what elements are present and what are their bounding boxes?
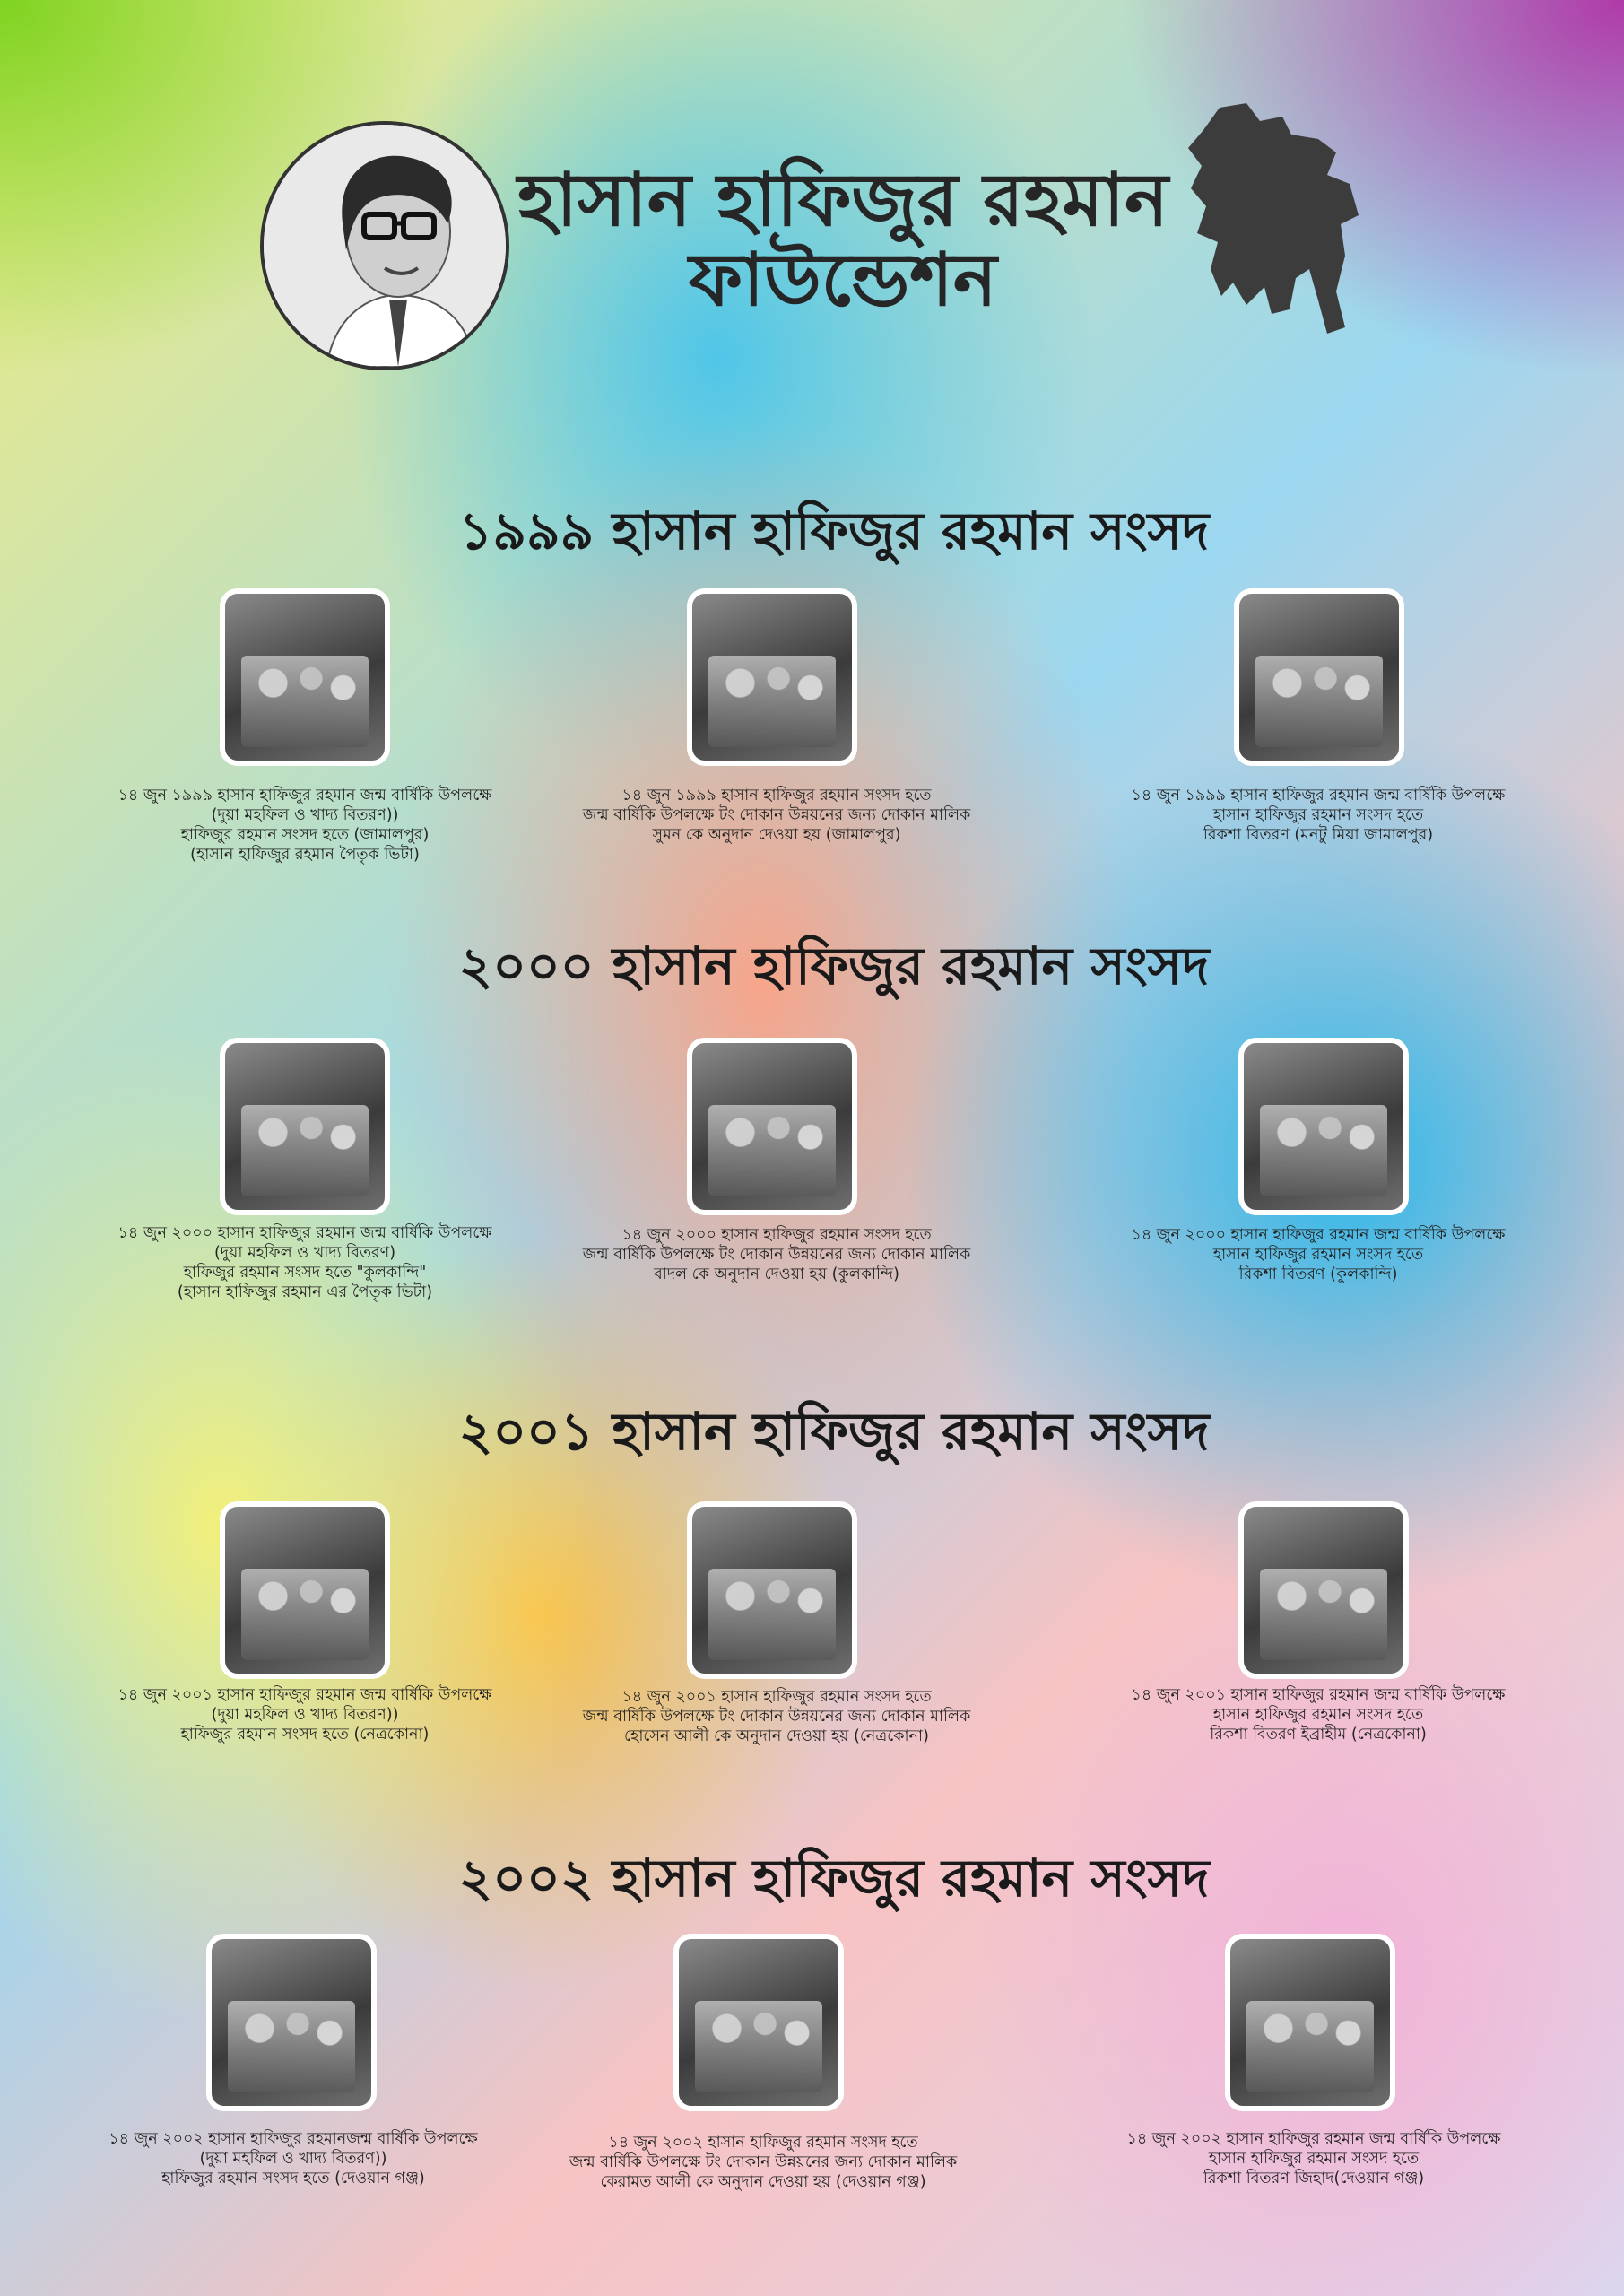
caption-2002-shop bbox=[530, 2133, 996, 2192]
caption-1999-prayer bbox=[72, 786, 538, 865]
caption-line: ১৪ জুন ২০০২ হাসান হাফিজুর রহমান সংসদ হতে bbox=[608, 2134, 918, 2152]
caption-line: হাসান হাফিজুর রহমান সংসদ হতে bbox=[1212, 1246, 1424, 1264]
caption-line: হাসান হাফিজুর রহমান সংসদ হতে bbox=[1212, 1706, 1424, 1724]
caption-line: জন্ম বার্ষিকি উপলক্ষে টং দোকান উন্নয়নের জন্য দোকান মালিক bbox=[582, 1708, 971, 1726]
caption-line: ১৪ জুন ২০০২ হাসান হাফিজুর রহমানজন্ম বার্ষিকি উপলক্ষে bbox=[109, 2130, 478, 2148]
caption-line: হাফিজুর রহমান সংসদ হতে (জামালপুর) bbox=[180, 826, 430, 844]
caption-line: (হাসান হাফিজুর রহমান এর পৈতৃক ভিটা) bbox=[177, 1283, 433, 1301]
photo-1999-prayer bbox=[220, 588, 390, 766]
caption-2000-prayer bbox=[72, 1223, 538, 1302]
caption-line: রিকশা বিতরণ (মনটু মিয়া জামালপুর) bbox=[1203, 826, 1434, 844]
caption-line: বাদল কে অনুদান দেওয়া হয় (কুলকান্দি) bbox=[654, 1265, 899, 1283]
caption-line: রিকশা বিতরণ ইব্রাহীম (নেত্রকোনা) bbox=[1210, 1726, 1427, 1744]
caption-line: হোসেন আলী কে অনুদান দেওয়া হয় (নেত্রকোনা) bbox=[624, 1727, 929, 1745]
caption-line: হাফিজুর রহমান সংসদ হতে "কুলকান্দি" bbox=[183, 1264, 427, 1282]
title-line-2: ফাউন্ডেশন bbox=[689, 237, 997, 323]
caption-line: ১৪ জুন ১৯৯৯ হাসান হাফিজুর রহমান জন্ম বার্ষিকি উপলক্ষে bbox=[1131, 787, 1506, 804]
founder-portrait bbox=[260, 121, 509, 370]
section-heading-1999: ১৯৯৯ হাসান হাফিজুর রহমান সংসদ bbox=[458, 500, 1210, 561]
photo-2000-prayer bbox=[220, 1038, 390, 1215]
caption-2001-shop bbox=[543, 1687, 1010, 1746]
caption-line: রিকশা বিতরণ (কুলকান্দি) bbox=[1238, 1265, 1398, 1283]
caption-line: ১৪ জুন ২০০১ হাসান হাফিজুর রহমান সংসদ হতে bbox=[621, 1688, 932, 1706]
caption-line: (দুয়া মহফিল ও খাদ্য বিতরণ)) bbox=[211, 1706, 399, 1724]
photo-1999-rickshaw bbox=[1234, 588, 1404, 766]
portrait-illustration bbox=[264, 125, 506, 367]
caption-line: (দুয়া মহফিল ও খাদ্য বিতরণ)) bbox=[211, 806, 399, 824]
caption-line: ১৪ জুন ২০০১ হাসান হাফিজুর রহমান জন্ম বার্ষিকি উপলক্ষে bbox=[1131, 1686, 1506, 1704]
caption-2000-rickshaw bbox=[1085, 1225, 1551, 1284]
caption-2002-rickshaw bbox=[1081, 2129, 1547, 2188]
caption-line: (হাসান হাফিজুর রহমান পৈতৃক ভিটা) bbox=[190, 846, 420, 864]
caption-line: (দুয়া মহফিল ও খাদ্য বিতরণ)) bbox=[199, 2150, 387, 2168]
photo-2001-prayer bbox=[220, 1501, 390, 1679]
caption-line: ১৪ জুন ১৯৯৯ হাসান হাফিজুর রহমান জন্ম বার্ষিকি উপলক্ষে bbox=[117, 787, 492, 804]
caption-2001-prayer bbox=[72, 1685, 538, 1744]
section-heading-2002: ২০০২ হাসান হাফিজুর রহমান সংসদ bbox=[458, 1848, 1210, 1909]
caption-line: হাফিজুর রহমান সংসদ হতে (দেওয়ান গঞ্জ) bbox=[161, 2170, 425, 2187]
caption-line: হাসান হাফিজুর রহমান সংসদ হতে bbox=[1208, 2150, 1420, 2168]
section-heading-2001: ২০০১ হাসান হাফিজুর রহমান সংসদ bbox=[458, 1401, 1210, 1462]
title-line-1: হাসান হাফিজুর রহমান bbox=[517, 158, 1168, 243]
caption-line: জন্ম বার্ষিকি উপলক্ষে টং দোকান উন্নয়নের জন্য দোকান মালিক bbox=[582, 806, 971, 824]
photo-2001-rickshaw bbox=[1238, 1501, 1409, 1679]
section-heading-2000: ২০০০ হাসান হাফিজুর রহমান সংসদ bbox=[458, 935, 1210, 996]
caption-2001-rickshaw bbox=[1085, 1685, 1551, 1744]
caption-2000-shop bbox=[543, 1225, 1010, 1284]
caption-line: কেরামত আলী কে অনুদান দেওয়া হয় (দেওয়ান গঞ্জ) bbox=[600, 2173, 926, 2191]
caption-line: ১৪ জুন ২০০০ হাসান হাফিজুর রহমান সংসদ হতে bbox=[621, 1226, 932, 1244]
photo-2000-shop bbox=[687, 1038, 857, 1215]
photo-2002-rickshaw bbox=[1225, 1934, 1395, 2111]
caption-line: ১৪ জুন ২০০১ হাসান হাফিজুর রহমান জন্ম বার্ষিকি উপলক্ষে bbox=[117, 1686, 492, 1704]
caption-line: জন্ম বার্ষিকি উপলক্ষে টং দোকান উন্নয়নের জন্য দোকান মালিক bbox=[582, 1246, 971, 1264]
caption-line: (দুয়া মহফিল ও খাদ্য বিতরণ) bbox=[213, 1244, 396, 1262]
photo-2001-shop bbox=[687, 1501, 857, 1679]
caption-line: রিকশা বিতরণ জিহাদ(দেওয়ান গঞ্জ) bbox=[1203, 2170, 1425, 2187]
caption-line: ১৪ জুন ১৯৯৯ হাসান হাফিজুর রহমান সংসদ হতে bbox=[621, 787, 932, 804]
caption-line: ১৪ জুন ২০০০ হাসান হাফিজুর রহমান জন্ম বার্ষিকি উপলক্ষে bbox=[117, 1224, 492, 1242]
caption-line: সুমন কে অনুদান দেওয়া হয় (জামালপুর) bbox=[652, 826, 901, 844]
photo-2002-prayer bbox=[206, 1934, 377, 2111]
caption-line: জন্ম বার্ষিকি উপলক্ষে টং দোকান উন্নয়নের জন্য দোকান মালিক bbox=[569, 2153, 958, 2171]
caption-line: হাফিজুর রহমান সংসদ হতে (নেত্রকোনা) bbox=[180, 1726, 430, 1744]
caption-1999-shop bbox=[543, 786, 1010, 845]
photo-1999-shop bbox=[687, 588, 857, 766]
bangladesh-map-icon bbox=[1184, 99, 1363, 341]
caption-line: ১৪ জুন ২০০০ হাসান হাফিজুর রহমান জন্ম বার্ষিকি উপলক্ষে bbox=[1131, 1226, 1506, 1244]
caption-line: হাসান হাফিজুর রহমান সংসদ হতে bbox=[1212, 806, 1424, 824]
caption-1999-rickshaw bbox=[1085, 786, 1551, 845]
foundation-title bbox=[502, 158, 1184, 323]
caption-2002-prayer bbox=[60, 2129, 526, 2188]
photo-2002-shop bbox=[673, 1934, 844, 2111]
photo-2000-rickshaw bbox=[1238, 1038, 1409, 1215]
caption-line: ১৪ জুন ২০০২ হাসান হাফিজুর রহমান জন্ম বার্ষিকি উপলক্ষে bbox=[1126, 2130, 1501, 2148]
